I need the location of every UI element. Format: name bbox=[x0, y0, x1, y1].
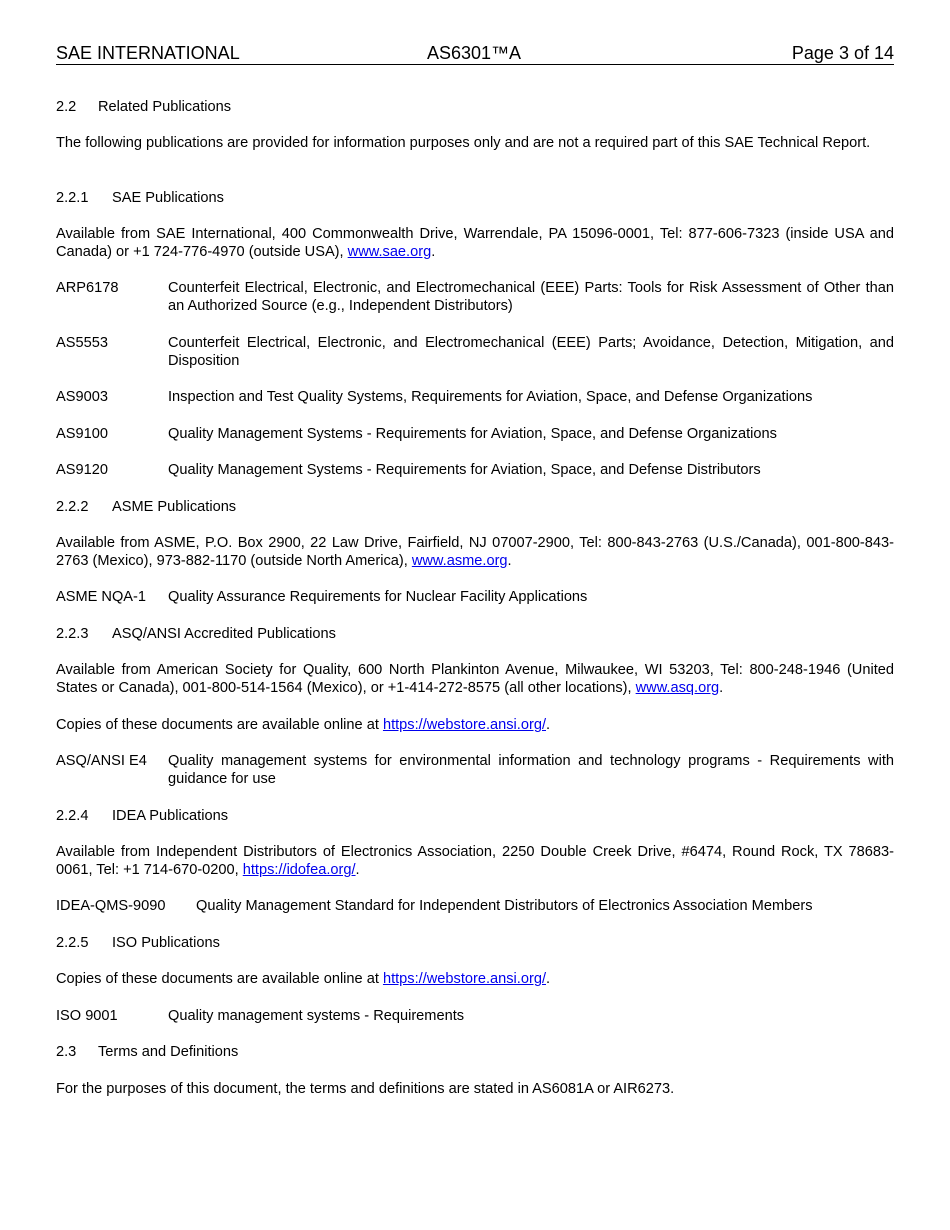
availability-text: Available from ASME, P.O. Box 2900, 22 Law Drive, Fairfield, NJ 07007-2900, Tel: 800-843-2763 (U.S./Canada), 001-800-843-2763 (Mexico), 973-882-1170 (outside North America), bbox=[56, 535, 894, 569]
reference-title: Quality management systems for environmental information and technology programs - Requirements with guidance for use bbox=[168, 753, 894, 787]
header-org: SAE INTERNATIONAL bbox=[56, 43, 240, 63]
section-number: 2.2.3 bbox=[56, 626, 89, 642]
period: . bbox=[546, 717, 551, 733]
reference-row bbox=[56, 334, 894, 370]
section-heading-2-2-4 bbox=[56, 807, 894, 825]
reference-row bbox=[56, 425, 894, 443]
asq-website-link[interactable]: www.asq.org bbox=[635, 680, 720, 696]
section-number: 2.2.1 bbox=[56, 190, 89, 206]
section-title: Terms and Definitions bbox=[98, 1044, 239, 1060]
section-title: SAE Publications bbox=[112, 190, 224, 206]
iso-copies-paragraph bbox=[56, 970, 894, 988]
reference-row bbox=[56, 897, 894, 915]
reference-code: AS9003 bbox=[56, 389, 108, 405]
section-number: 2.2.5 bbox=[56, 935, 89, 951]
reference-code: AS5553 bbox=[56, 335, 108, 351]
reference-code: AS9100 bbox=[56, 426, 108, 442]
reference-title: Counterfeit Electrical, Electronic, and Electromechanical (EEE) Parts: Tools for Risk Assessment of Other than an Authorized Source (e.g., Independent Distributors) bbox=[168, 280, 894, 314]
reference-title: Counterfeit Electrical, Electronic, and Electromechanical (EEE) Parts; Avoidance, Detection, Mitigation, and Disposition bbox=[168, 335, 894, 369]
idea-website-link[interactable]: https://idofea.org/ bbox=[242, 862, 356, 878]
reference-code: IDEA-QMS-9090 bbox=[56, 898, 166, 914]
reference-code: AS9120 bbox=[56, 462, 108, 478]
period: . bbox=[507, 553, 512, 569]
period: . bbox=[431, 244, 436, 260]
reference-row bbox=[56, 588, 894, 606]
sae-website-link[interactable]: www.sae.org bbox=[347, 244, 432, 260]
reference-title: Quality management systems - Requirements bbox=[168, 1008, 465, 1024]
ansi-copies-paragraph bbox=[56, 716, 894, 734]
reference-row bbox=[56, 279, 894, 315]
section-heading-2-2-3 bbox=[56, 625, 894, 643]
reference-code: ASQ/ANSI E4 bbox=[56, 753, 147, 769]
copies-text: Copies of these documents are available online at bbox=[56, 971, 383, 987]
section-heading-2-2-5 bbox=[56, 934, 894, 952]
reference-code: ARP6178 bbox=[56, 280, 119, 296]
asq-availability-paragraph bbox=[56, 661, 894, 697]
reference-code: ASME NQA-1 bbox=[56, 589, 147, 605]
availability-text: Available from Independent Distributors of Electronics Association, 2250 Double Creek Drive, #6474, Round Rock, TX 78683-0061, Tel: +1 714-670-0200, bbox=[56, 844, 894, 878]
reference-title: Quality Management Systems - Requirements for Aviation, Space, and Defense Distributors bbox=[168, 462, 761, 478]
asme-availability-paragraph bbox=[56, 534, 894, 570]
reference-title: Quality Management Systems - Requirements for Aviation, Space, and Defense Organizations bbox=[168, 426, 777, 442]
reference-title: Quality Assurance Requirements for Nuclear Facility Applications bbox=[168, 589, 588, 605]
availability-text: Available from SAE International, 400 Commonwealth Drive, Warrendale, PA 15096-0001, Tel: 877-606-7323 (inside USA and Canada) or +1 724-776-4970 (outside USA), bbox=[56, 226, 894, 260]
section-number: 2.2.2 bbox=[56, 499, 89, 515]
reference-title: Inspection and Test Quality Systems, Requirements for Aviation, Space, and Defense Organizations bbox=[168, 389, 813, 405]
section-title: ASME Publications bbox=[112, 499, 237, 515]
reference-code: ISO 9001 bbox=[56, 1008, 118, 1024]
section-number: 2.2.4 bbox=[56, 808, 89, 824]
ansi-webstore-link[interactable]: https://webstore.ansi.org/ bbox=[382, 717, 546, 733]
reference-title: Quality Management Standard for Independent Distributors of Electronics Association Members bbox=[196, 898, 813, 914]
section-number: 2.3 bbox=[56, 1044, 77, 1060]
section-2-3-paragraph: For the purposes of this document, the terms and definitions are stated in AS6081A or AIR6273. bbox=[56, 1081, 675, 1097]
sae-availability-paragraph bbox=[56, 225, 894, 261]
reference-row bbox=[56, 752, 894, 788]
section-title: ASQ/ANSI Accredited Publications bbox=[112, 626, 336, 642]
section-2-2-paragraph: The following publications are provided for information purposes only and are not a required part of this SAE Technical Report. bbox=[56, 135, 871, 151]
reference-row bbox=[56, 388, 894, 406]
reference-row bbox=[56, 1007, 894, 1025]
availability-text: Available from American Society for Quality, 600 North Plankinton Avenue, Milwaukee, WI 53203, Tel: 800-248-1946 (United States or Canada), 001-800-514-1564 (Mexico), or +1-414-272-8575 (all other locations), bbox=[56, 662, 894, 696]
header-page-number: Page 3 of 14 bbox=[791, 43, 894, 63]
reference-row bbox=[56, 461, 894, 479]
header-doc-number: AS6301™A bbox=[427, 43, 522, 63]
section-heading-2-2-2 bbox=[56, 498, 894, 516]
section-heading-2-3 bbox=[56, 1043, 894, 1061]
section-title: Related Publications bbox=[98, 99, 232, 115]
section-title: ISO Publications bbox=[112, 935, 220, 951]
ansi-webstore-link[interactable]: https://webstore.ansi.org/ bbox=[382, 971, 546, 987]
copies-text: Copies of these documents are available online at bbox=[56, 717, 383, 733]
section-number: 2.2 bbox=[56, 99, 77, 115]
section-title: IDEA Publications bbox=[112, 808, 229, 824]
section-heading-2-2-1 bbox=[56, 189, 894, 207]
page-header bbox=[56, 43, 894, 65]
period: . bbox=[355, 862, 360, 878]
section-heading-2-2 bbox=[56, 98, 894, 116]
period: . bbox=[719, 680, 724, 696]
idea-availability-paragraph bbox=[56, 843, 894, 879]
asme-website-link[interactable]: www.asme.org bbox=[411, 553, 508, 569]
period: . bbox=[546, 971, 551, 987]
